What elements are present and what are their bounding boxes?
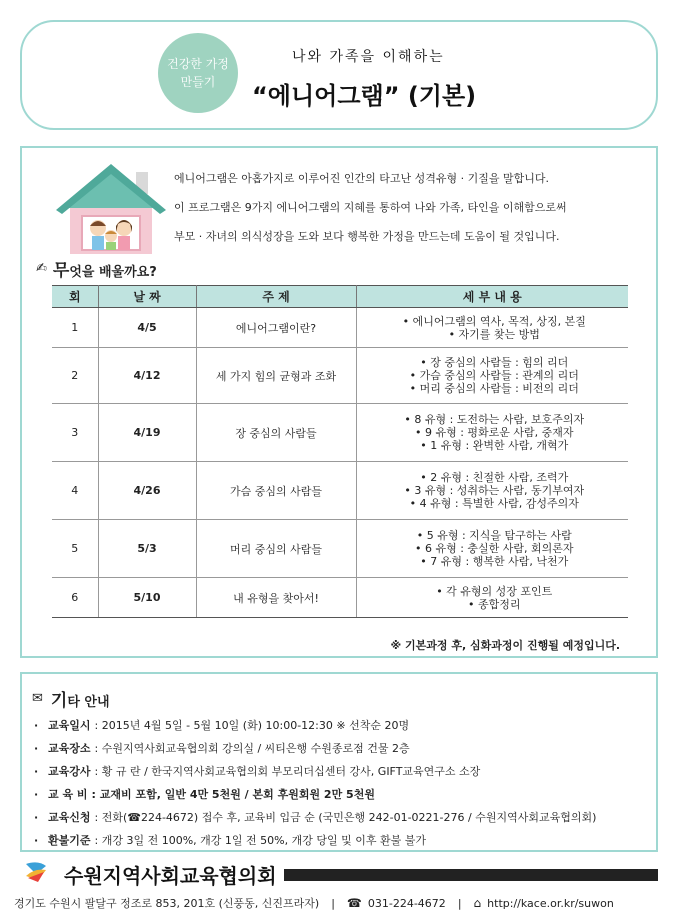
badge-line2: 만들기 (180, 75, 216, 89)
session-number: 3 (52, 404, 98, 462)
table-row (52, 404, 628, 462)
info-value: : 교재비 포함, 일반 4만 5천원 / 본회 후원회원 2만 5천원 (91, 788, 375, 801)
session-details (356, 520, 628, 578)
detail-line: • 장 중심의 사람들 : 힘의 리더 (420, 356, 569, 369)
course-note: ※ 기본과정 후, 심화과정이 진행될 예정입니다. (390, 639, 620, 652)
badge-line1: 건강한 가정 (167, 57, 229, 71)
detail-line: • 종합정리 (468, 597, 521, 611)
house-family-illustration (52, 158, 170, 258)
detail-line: • 가슴 중심의 사람들 : 관계의 리더 (409, 369, 579, 382)
schedule-table (52, 285, 628, 618)
session-details (356, 404, 628, 462)
intro-text (174, 164, 644, 251)
mail-icon: ✉ (32, 691, 43, 706)
session-details (356, 348, 628, 404)
table-row (52, 462, 628, 520)
info-label: 교육장소 (48, 742, 91, 755)
header-banner (20, 20, 658, 130)
info-item (34, 760, 650, 783)
detail-line: • 7 유형 : 행복한 사람, 낙천가 (420, 555, 569, 568)
heading-rest: 엇을 배울까요? (69, 265, 157, 280)
session-date: 4/19 (98, 404, 196, 462)
pen-icon: ✍ (36, 261, 47, 276)
session-topic: 가슴 중심의 사람들 (196, 462, 356, 520)
table-row (52, 578, 628, 618)
bullet-icon: · (34, 765, 39, 778)
session-date: 5/10 (98, 578, 196, 618)
info-heading (32, 686, 110, 711)
detail-line: • 4 유형 : 특별한 사람, 감성주의자 (409, 497, 579, 510)
info-value: : 개강 3일 전 100%, 개강 1일 전 50%, 개강 당일 및 이후 환불 불가 (94, 834, 426, 847)
info-item (34, 714, 650, 737)
homepage-icon: ⌂ (473, 896, 482, 910)
separator: | (457, 896, 462, 910)
page-title: “에니어그램” (기본) (252, 82, 477, 110)
schedule-heading (36, 256, 157, 281)
heading-first-char: 무 (52, 261, 70, 281)
bullet-icon: · (34, 719, 39, 732)
separator: | (331, 896, 335, 910)
detail-line: • 6 유형 : 충실한 사람, 회의론자 (414, 542, 574, 555)
footer-contact (14, 895, 664, 911)
bullet-icon: · (34, 788, 39, 801)
session-topic: 내 유형을 찾아서! (196, 578, 356, 618)
column-header: 회 (52, 286, 98, 308)
detail-line: • 자기를 찾는 방법 (448, 327, 540, 341)
intro-line: 이 프로그램은 9가지 에니어그램의 지혜를 통하여 나와 가족, 타인을 이해함으로써 (174, 201, 567, 214)
intro-line: 에니어그램은 아홉가지로 이루어진 인간의 타고난 성격유형 · 기질을 말합니다. (174, 172, 549, 185)
bullet-icon: · (34, 811, 39, 824)
session-details (356, 578, 628, 618)
table-header-row (52, 286, 628, 308)
info-value: : 2015년 4월 5일 - 5월 10일 (화) 10:00-12:30 ※ 선착순 20명 (94, 719, 410, 732)
info-heading-rest: 타 안내 (67, 695, 110, 710)
table-row (52, 348, 628, 404)
info-value: : 황 규 란 / 한국지역사회교육협의회 부모리더십센터 강사, GIFT교육연구소 소장 (94, 765, 481, 778)
session-number: 2 (52, 348, 98, 404)
session-number: 5 (52, 520, 98, 578)
info-heading-first-char: 기 (50, 691, 68, 711)
footer-divider (284, 869, 658, 881)
session-number: 4 (52, 462, 98, 520)
info-label: 환불기준 (48, 834, 91, 847)
info-label: 교육신청 (48, 811, 91, 824)
detail-line: • 2 유형 : 친절한 사람, 조력가 (420, 471, 569, 484)
session-topic: 장 중심의 사람들 (196, 404, 356, 462)
info-label: 교육일시 (48, 719, 91, 732)
session-number: 1 (52, 308, 98, 348)
column-header: 세 부 내 용 (356, 286, 628, 308)
column-header: 주 제 (196, 286, 356, 308)
session-topic: 세 가지 힘의 균형과 조화 (196, 348, 356, 404)
detail-line: • 에니어그램의 역사, 목적, 상징, 본질 (402, 314, 586, 328)
footer-website[interactable]: http://kace.or.kr/suwon (487, 896, 614, 910)
session-details (356, 462, 628, 520)
header-subtitle: 나와 가족을 이해하는 (292, 49, 445, 65)
detail-line: • 5 유형 : 지식을 탐구하는 사람 (416, 529, 572, 542)
session-date: 5/3 (98, 520, 196, 578)
info-item (34, 829, 650, 852)
info-label: 교 육 비 (48, 788, 88, 801)
session-date: 4/12 (98, 348, 196, 404)
detail-line: • 머리 중심의 사람들 : 비전의 리더 (409, 382, 579, 395)
detail-line: • 1 유형 : 완벽한 사람, 개혁가 (420, 439, 569, 452)
info-value: : 수원지역사회교육협의회 강의실 / 씨티은행 수원종로점 건물 2층 (94, 742, 410, 755)
bullet-icon: · (34, 742, 39, 755)
detail-line: • 3 유형 : 성취하는 사람, 동기부여자 (404, 484, 585, 497)
info-list (34, 714, 650, 852)
footer-address: 경기도 수원시 팔달구 정조로 853, 201호 (신풍동, 신진프라자) (14, 897, 320, 910)
info-item (34, 783, 650, 806)
table-row (52, 520, 628, 578)
info-item (34, 737, 650, 760)
info-label: 교육강사 (48, 765, 91, 778)
detail-line: • 각 유형의 성장 포인트 (436, 584, 553, 598)
info-value: : 전화(☎224-4672) 접수 후, 교육비 입금 순 (국민은행 242-01-0221-276 / 수원지역사회교육협의회) (94, 811, 597, 824)
table-row (52, 308, 628, 348)
session-topic: 머리 중심의 사람들 (196, 520, 356, 578)
phone-icon: ☎ (346, 896, 362, 910)
info-item (34, 806, 650, 829)
detail-line: • 8 유형 : 도전하는 사람, 보호주의자 (404, 413, 585, 426)
session-topic: 에니어그램이란? (196, 308, 356, 348)
bullet-icon: · (34, 834, 39, 847)
info-section (20, 672, 658, 852)
intro-line: 부모 · 자녀의 의식성장을 도와 보다 행복한 가정을 만드는데 도움이 될 것입니다. (174, 230, 560, 243)
detail-line: • 9 유형 : 평화로운 사람, 중재자 (414, 426, 574, 439)
session-number: 6 (52, 578, 98, 618)
header-badge (158, 33, 238, 113)
session-date: 4/26 (98, 462, 196, 520)
footer-phone: 031-224-4672 (367, 896, 446, 910)
column-header: 날 짜 (98, 286, 196, 308)
session-date: 4/5 (98, 308, 196, 348)
organization-name: 수원지역사회교육협의회 (64, 864, 277, 888)
program-section (20, 146, 658, 658)
session-details (356, 308, 628, 348)
